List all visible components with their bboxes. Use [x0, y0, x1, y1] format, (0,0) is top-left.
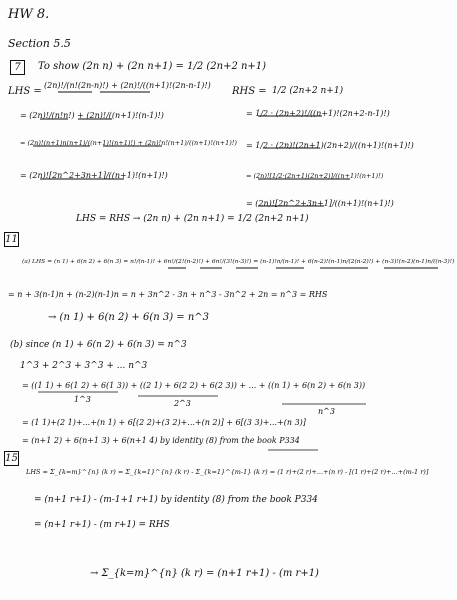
problem-15-line1: LHS = Σ_{k=m}^{n} (k r) = Σ_{k=1}^{n} (k r) - Σ_{k=1}^{m-1} (k r) = (1 r)+(2 r)+...+(n r) - [(1 r)+(2 r)+...+(m-1 r)] — [26, 468, 429, 476]
problem-11b-line5: = (n+1 2) + 6(n+1 3) + 6(n+1 4) by identity (8) from the book P334 — [22, 436, 300, 445]
problem-15-number: 15 — [5, 453, 18, 464]
problem-15-conclusion: → Σ_{k=m}^{n} (k r) = (n+1 r+1) - (m r+1) — [90, 568, 319, 579]
problem-11a-conclusion: → (n 1) + 6(n 2) + 6(n 3) = n^3 — [48, 312, 210, 323]
problem-7-rhs-line1: 1/2 (2n+2 n+1) — [272, 86, 344, 96]
problem-7-rhs-line4: = (2n)![1/2·(2n+1)(2n+2)]/((n+1)!(n+1)!) — [246, 172, 384, 180]
problem-7-lhs-line2: = (2n)!/(n!n!) + (2n)!/((n+1)!(n-1)!) — [20, 111, 164, 120]
problem-7-lhs-line3: = (2n)!(n+1)n(n+1)/((n+1)!(n+1)!) + (2n)!n!(n+1)/((n+1)!(n+1)!) — [20, 139, 237, 147]
problem-7-statement: To show (2n n) + (2n n+1) = 1/2 (2n+2 n+1) — [38, 61, 267, 72]
homework-title: HW 8. — [8, 7, 50, 22]
problem-11a-line2: = n + 3(n-1)n + (n-2)(n-1)n = n + 3n^2 - 3n + n^3 - 3n^2 + 2n = n^3 = RHS — [8, 290, 328, 299]
problem-11b-line2: 1^3 + 2^3 + 3^3 + ... n^3 — [20, 361, 148, 371]
problem-7-lhs-label: LHS = — [8, 86, 42, 97]
problem-7-number: 7 — [10, 60, 25, 75]
problem-11b-under-2: 2^3 — [174, 399, 191, 408]
problem-15-line2: = (n+1 r+1) - (m-1+1 r+1) by identity (8) from the book P334 — [34, 495, 318, 505]
problem-11b-line4: = (1 1)+(2 1)+...+(n 1) + 6[(2 2)+(3 2)+...+(n 2)] + 6[(3 3)+...+(n 3)] — [22, 418, 306, 427]
problem-7-rhs-line2: = 1/2 · (2n+2)!/((n+1)!(2n+2-n-1)!) — [246, 109, 390, 118]
problem-7-rhs-line3: = 1/2 · (2n)!(2n+1)(2n+2)/((n+1)!(n+1)!) — [246, 141, 414, 150]
problem-11a-line1: (a) LHS = (n 1) + 6(n 2) + 6(n 3) = n!/(n-1)! + 6n!/(2!(n-2)!) + 6n!/(3!(n-3)!) = (n-1)!n/(n-1)! + 6(n-2)!(n-1)n/(2(n-2)!) + (n-3)!(n-2)(n-1)n/((n-3)!) — [22, 258, 455, 265]
problem-7-rhs-label: RHS = — [232, 86, 267, 97]
problem-7-conclusion: LHS = RHS → (2n n) + (2n n+1) = 1/2 (2n+2 n+1) — [76, 214, 309, 224]
problem-11b-line1: (b) since (n 1) + 6(n 2) + 6(n 3) = n^3 — [10, 340, 187, 350]
problem-11b-under-1: 1^3 — [74, 395, 91, 404]
problem-7-lhs-line4: = (2n)![2n^2+3n+1]/((n+1)!(n+1)!) — [20, 171, 168, 180]
problem-7-lhs-line1: (2n)!/(n!(2n-n)!) + (2n)!/((n+1)!(2n-n-1)!) — [44, 81, 211, 90]
problem-11b-line3: = ((1 1) + 6(1 2) + 6(1 3)) + ((2 1) + 6(2 2) + 6(2 3)) + ... + ((n 1) + 6(n 2) + 6(n 3)) — [22, 381, 366, 390]
problem-15-line3: = (n+1 r+1) - (m r+1) = RHS — [34, 520, 170, 530]
problem-11-number: 11 — [5, 234, 18, 245]
problem-7-rhs-line5: = (2n)![2n^2+3n+1]/((n+1)!(n+1)!) — [246, 199, 394, 208]
section-heading: Section 5.5 — [8, 37, 71, 50]
problem-11b-under-3: n^3 — [318, 407, 335, 416]
